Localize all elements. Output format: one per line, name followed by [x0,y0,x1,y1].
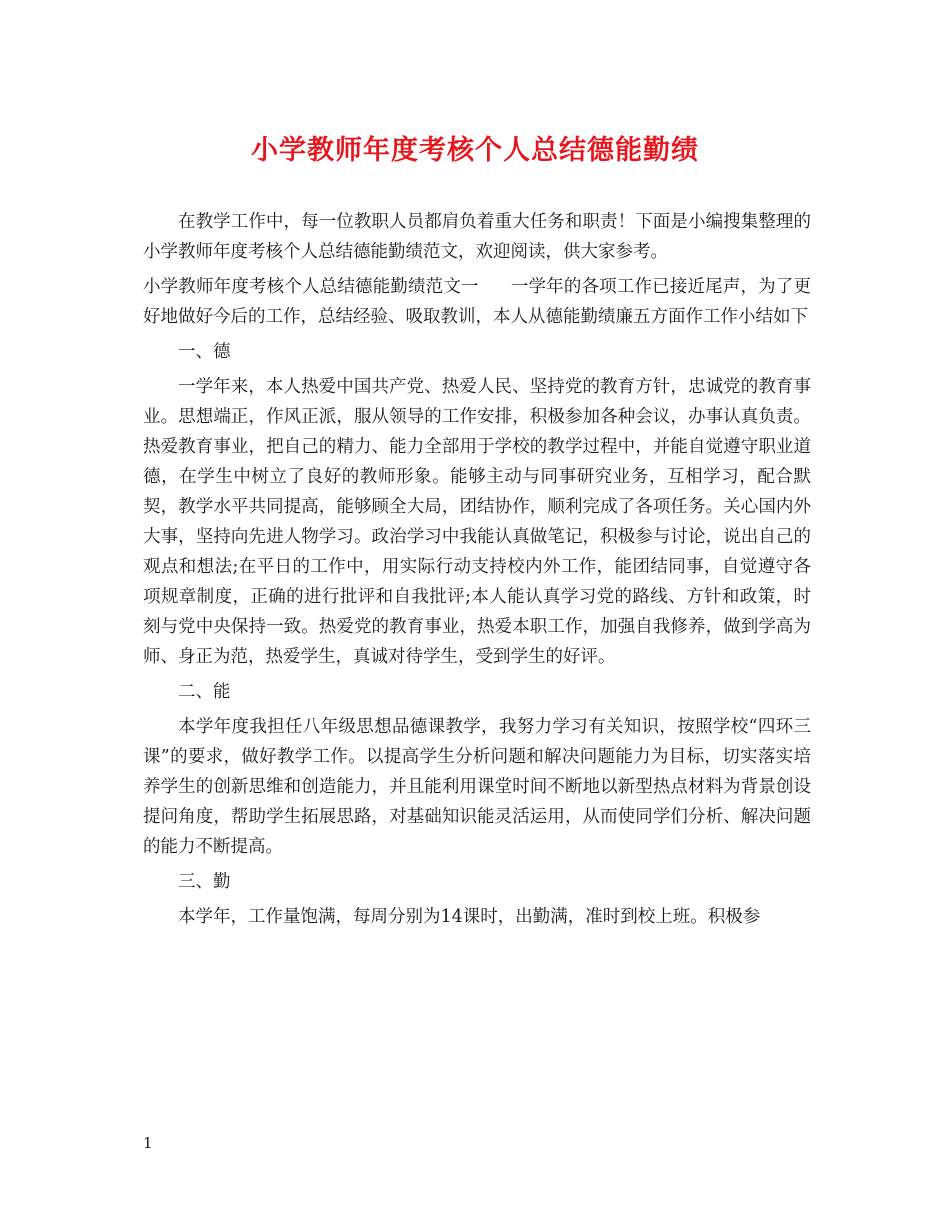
sample-title: 小学教师年度考核个人总结德能勤绩范文一 [143,277,479,297]
section-body-qin: 本学年，工作量饱满，每周分别为14课时，出勤满，准时到校上班。积极参 [178,907,761,927]
section-heading-qin: 三、勤 [178,872,231,892]
page-number: 1 [143,1134,153,1152]
sample-opening: 一学年的各项工作已接近尾声，为了更好地做好今后的工作，总结经验、吸取教训，本人从德能勤绩廉五方面作工作小结如下 [143,277,812,327]
section-heading-de: 一、德 [178,342,231,362]
section-heading-neng: 二、能 [178,682,231,702]
section-body-de: 一学年来，本人热爱中国共产党、热爱人民、坚持党的教育方针，忠诚党的教育事业。思想端正，作风正派，服从领导的工作安排，积极参加各种会议，办事认真负责。热爱教育事业，把自己的精力、能力全部用于学校的教学过程中，并能自觉遵守职业道德，在学生中树立了良好的教师形象。能够主动与同事研究业务，互相学习，配合默契，教学水平共同提高，能够顾全大局，团结协作，顺利完成了各项任务。关心国内外大事，坚持向先进人物学习。政治学习中我能认真做笔记，积极参与讨论，说出自己的观点和想法;在平日的工作中，用实际行动支持校内外工作，能团结同事，自觉遵守各项规章制度，正确的进行批评和自我批评;本人能认真学习党的路线、方针和政策，时刻与党中央保持一致。热爱党的教育事业，热爱本职工作，加强自我修养，做到学高为师、身正为范，热爱学生，真诚对待学生，受到学生的好评。 [143,377,811,667]
document-body [143,207,811,937]
sample-paragraph [143,272,811,332]
section-body-neng: 本学年度我担任八年级思想品德课教学，我努力学习有关知识，按照学校“四环三课”的要求，做好教学工作。以提高学生分析问题和解决问题能力为目标，切实落实培养学生的创新思维和创造能力，并且能利用课堂时间不断地以新型热点材料为背景创设提问角度，帮助学生拓展思路，对基础知识能灵活运用，从而使同学们分析、解决问题的能力不断提高。 [143,717,811,857]
intro-paragraph: 在教学工作中，每一位教职人员都肩负着重大任务和职责！下面是小编搜集整理的小学教师年度考核个人总结德能勤绩范文，欢迎阅读，供大家参考。 [143,212,811,262]
document-title: 小学教师年度考核个人总结德能勤绩 [251,135,699,166]
